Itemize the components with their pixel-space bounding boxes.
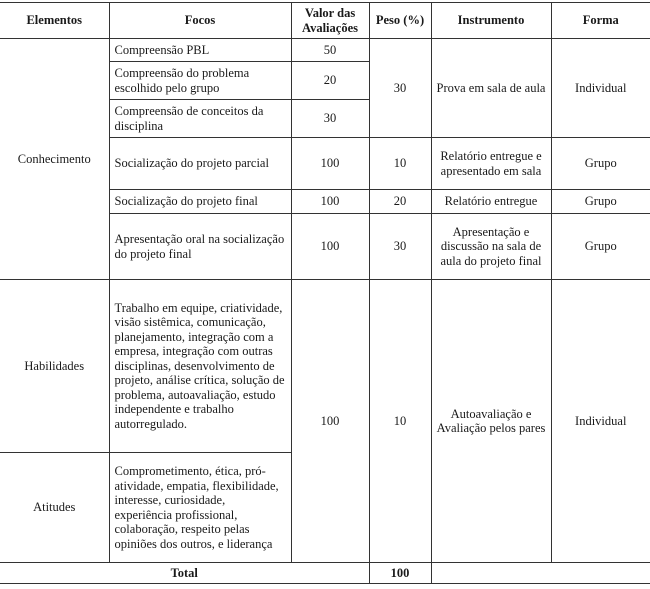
peso-cell: 10 [369,138,431,190]
peso-cell: 10 [369,280,431,563]
forma-cell: Individual [551,39,650,138]
foco-cell: Socialização do projeto parcial [109,138,291,190]
valor-cell: 50 [291,39,369,62]
foco-cell: Trabalho em equipe, criatividade, visão sistêmica, comunicação, planejamento, integração com a empresa, integração com outras disciplinas, desenvolvimento de projeto, análise crítica, solução de problema, autoavaliação, estudo independente e trabalho autorregulado. [109,280,291,453]
instrumento-cell: Autoavaliação e Avaliação pelos pares [431,280,551,563]
forma-cell: Grupo [551,138,650,190]
valor-cell: 20 [291,62,369,100]
forma-cell: Grupo [551,190,650,214]
total-row [0,563,650,584]
peso-cell: 30 [369,39,431,138]
instrumento-cell: Apresentação e discussão na sala de aula do projeto final [431,214,551,280]
foco-cell: Compreensão de conceitos da disciplina [109,100,291,138]
valor-cell: 100 [291,138,369,190]
peso-cell: 20 [369,190,431,214]
valor-cell: 100 [291,280,369,563]
total-label: Total [0,563,369,584]
elemento-atitudes: Atitudes [0,453,109,563]
foco-cell: Comprometimento, ética, pró-atividade, empatia, flexibilidade, interesse, curiosidade, experiência profissional, colaboração, respeito pelas opiniões dos outros, e liderança [109,453,291,563]
instrumento-cell: Relatório entregue [431,190,551,214]
instrumento-cell: Relatório entregue e apresentado em sala [431,138,551,190]
header-peso: Peso (%) [369,3,431,39]
elemento-habilidades: Habilidades [0,280,109,453]
forma-cell: Individual [551,280,650,563]
header-elementos: Elementos [0,3,109,39]
table-row [0,39,650,62]
elemento-conhecimento: Conhecimento [0,39,109,280]
forma-cell: Grupo [551,214,650,280]
foco-cell: Compreensão do problema escolhido pelo grupo [109,62,291,100]
total-empty-cell [431,563,650,584]
header-instrumento: Instrumento [431,3,551,39]
header-forma: Forma [551,3,650,39]
foco-cell: Compreensão PBL [109,39,291,62]
header-focos: Focos [109,3,291,39]
foco-cell: Apresentação oral na socialização do projeto final [109,214,291,280]
header-row [0,3,650,39]
header-valor: Valor das Avaliações [291,3,369,39]
valor-cell: 100 [291,214,369,280]
foco-cell: Socialização do projeto final [109,190,291,214]
evaluation-table [0,2,650,584]
total-value: 100 [369,563,431,584]
valor-cell: 30 [291,100,369,138]
peso-cell: 30 [369,214,431,280]
valor-cell: 100 [291,190,369,214]
instrumento-cell: Prova em sala de aula [431,39,551,138]
table-row [0,280,650,453]
